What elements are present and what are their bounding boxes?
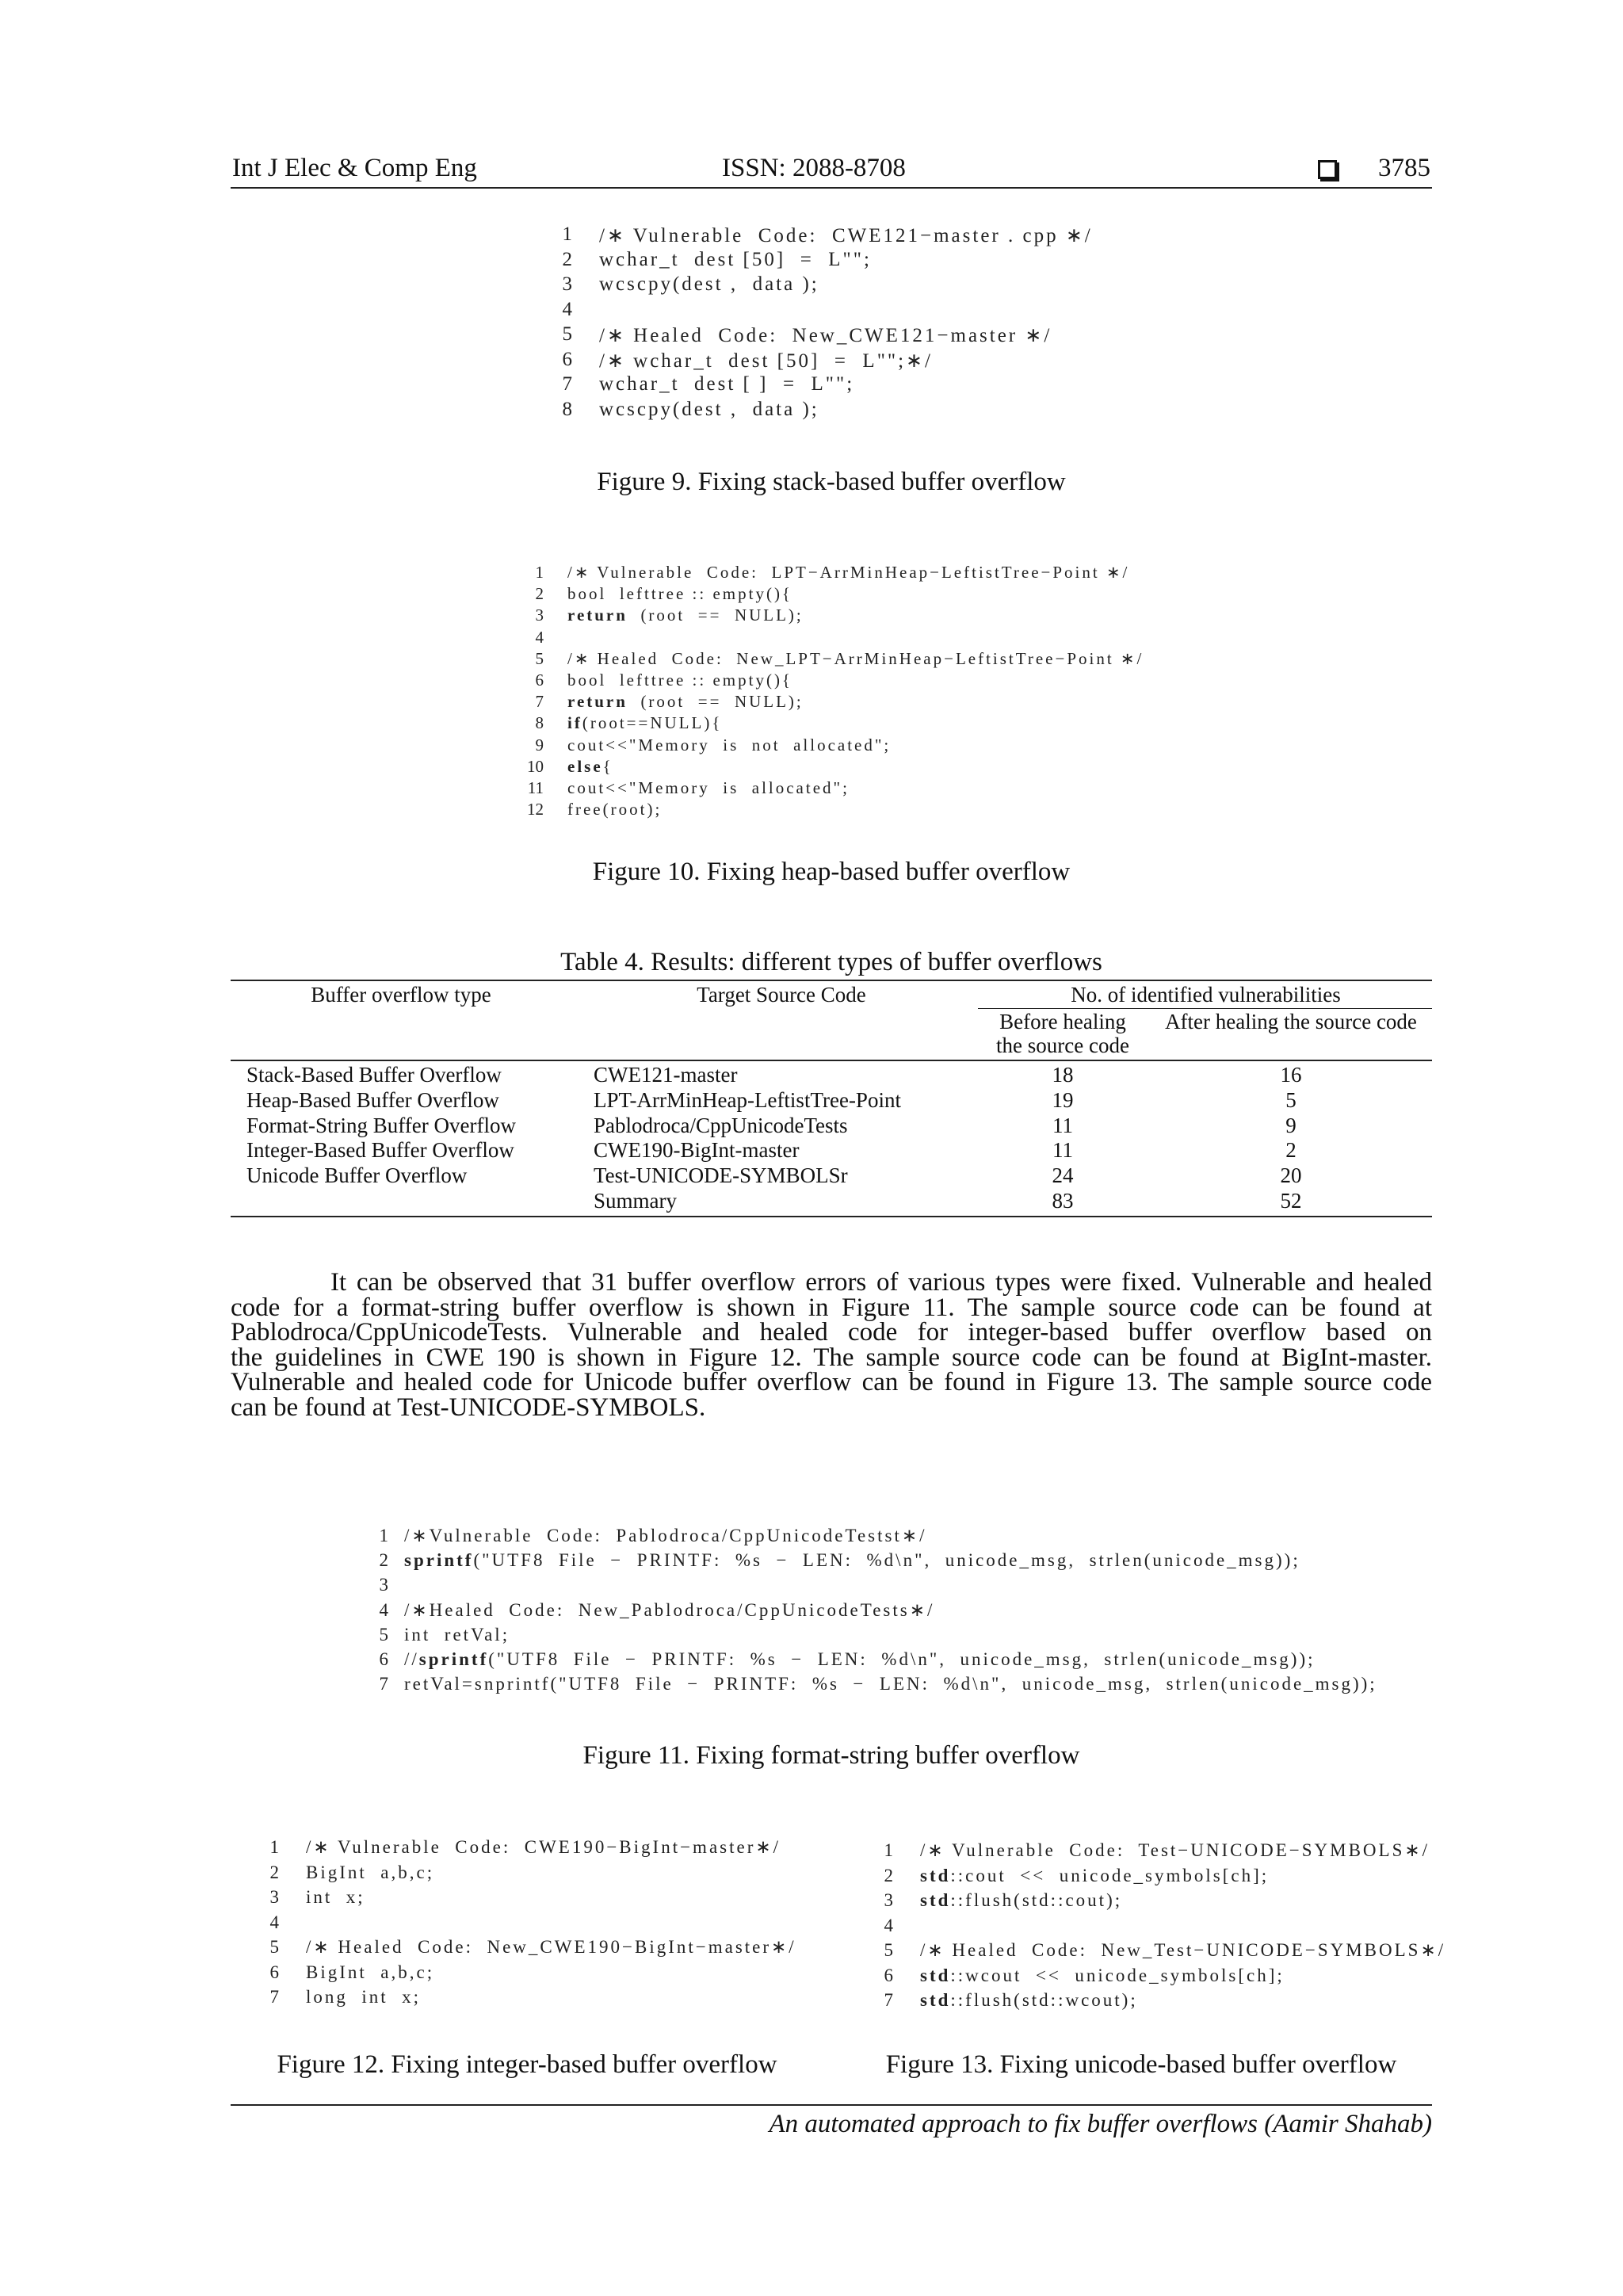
line-number: 8 (562, 398, 572, 420)
code-body: ::flush(std::cout); (950, 1890, 1123, 1910)
code-text (306, 1887, 365, 1908)
figure-9-caption: Figure 9. Fixing stack-based buffer overflow (597, 468, 1066, 496)
line-number: 4 (562, 298, 572, 320)
cell-overflow-type: Heap-Based Buffer Overflow (246, 1087, 499, 1112)
line-number: 1 (269, 1837, 279, 1857)
code-text (567, 735, 891, 755)
code-text (567, 670, 792, 690)
paragraph-line: the guidelines in CWE 190 is shown in Figure 12. The sample source code can be found at BigInt-master. (231, 1343, 1432, 1372)
cell-overflow-type: Unicode Buffer Overflow (246, 1163, 468, 1188)
line-number: 7 (535, 692, 544, 712)
code-keyword: std (920, 1890, 951, 1910)
cell-after-healing: 52 (1280, 1189, 1302, 1213)
figure-13-code (876, 1840, 1446, 2023)
figure-12-caption: Figure 12. Fixing integer-based buffer overflow (277, 2050, 777, 2079)
table-row (231, 1189, 1432, 1214)
cell-target-source: CWE190-BigInt-master (594, 1138, 800, 1163)
running-footer: An automated approach to fix buffer overflows (Aamir Shahab) (769, 2110, 1432, 2138)
code-body: /∗ Vulnerable Code: CWE190−BigInt−master∗/ (306, 1837, 781, 1857)
code-text (404, 1649, 1316, 1670)
line-number: 11 (527, 778, 544, 797)
paragraph-line: It can be observed that 31 buffer overflow errors of various types were fixed. Vulnerable and healed (330, 1268, 1432, 1297)
figure-11-caption: Figure 11. Fixing format-string buffer overflow (582, 1741, 1080, 1770)
line-number: 6 (269, 1962, 279, 1982)
code-text (599, 223, 1093, 247)
line-number: 4 (535, 627, 544, 647)
code-body: bool lefttree :: empty(){ (567, 670, 793, 690)
code-text (306, 1987, 421, 2008)
code-text (567, 713, 722, 733)
table-row (231, 1163, 1432, 1189)
figure-10-code (515, 563, 1149, 824)
line-number: 2 (269, 1862, 279, 1882)
code-text (920, 1940, 1445, 1961)
code-text (404, 1600, 934, 1621)
figure-12-code (262, 1837, 816, 2019)
header-buffer-overflow-type: Buffer overflow type (311, 983, 491, 1007)
header-before-healing-1: Before healing (999, 1010, 1126, 1033)
code-body: bool lefttree :: empty(){ (567, 584, 793, 604)
code-text (306, 1962, 434, 1983)
code-body: (root == NULL); (627, 606, 804, 625)
header-identified-vulnerabilities: No. of identified vulnerabilities (1071, 983, 1341, 1007)
code-keyword: if (567, 713, 582, 733)
cell-before-healing: 19 (1052, 1087, 1074, 1112)
line-number: 1 (535, 563, 544, 582)
code-body: /∗ Vulnerable Code: CWE121−master . cpp ∗/ (599, 225, 1093, 246)
code-text (599, 373, 854, 395)
code-text (599, 349, 933, 372)
line-number: 3 (379, 1575, 388, 1595)
line-number: 1 (379, 1526, 388, 1545)
code-text (567, 778, 850, 798)
code-body: cout<<"Memory is not allocated"; (567, 735, 892, 755)
line-number: 1 (884, 1840, 893, 1860)
code-body: wcscpy(dest , data ); (599, 273, 819, 295)
code-text (920, 1866, 1269, 1886)
code-text (567, 692, 804, 712)
code-body: wchar_t dest [ ] = L""; (599, 373, 855, 395)
code-body: /∗ Healed Code: New_Test−UNICODE−SYMBOLS∗/ (920, 1940, 1446, 1960)
table-row (231, 1088, 1432, 1114)
cell-after-healing: 2 (1285, 1138, 1296, 1163)
code-body: cout<<"Memory is allocated"; (567, 778, 850, 797)
code-body: { (602, 756, 613, 776)
code-body: ::cout << unicode_symbols[ch]; (950, 1865, 1270, 1885)
code-body: ::flush(std::wcout); (950, 1990, 1138, 2010)
square-box-icon (1318, 160, 1337, 179)
cell-after-healing: 20 (1280, 1163, 1302, 1188)
code-text (920, 1990, 1138, 2011)
page-number: 3785 (1378, 154, 1430, 182)
code-text (306, 1862, 434, 1883)
cell-before-healing: 18 (1052, 1063, 1074, 1087)
line-number: 6 (562, 348, 572, 370)
figure-9-code (555, 223, 1157, 430)
cell-target-source: Pablodroca/CppUnicodeTests (594, 1113, 848, 1137)
table-4-title: Table 4. Results: different types of buffer overflows (560, 948, 1102, 976)
journal-name: Int J Elec & Comp Eng (232, 154, 477, 182)
code-text (567, 757, 613, 777)
cell-after-healing: 9 (1285, 1113, 1296, 1137)
cell-target-source: Test-UNICODE-SYMBOLSr (594, 1163, 848, 1188)
code-text (567, 584, 792, 604)
code-text (306, 1937, 796, 1958)
code-text (404, 1674, 1377, 1694)
code-text (404, 1625, 510, 1645)
line-number: 5 (562, 323, 572, 345)
code-body: BigInt a,b,c; (306, 1962, 435, 1982)
code-body: wcscpy(dest , data ); (599, 398, 819, 420)
paragraph-line: Pablodroca/CppUnicodeTests. Vulnerable and healed code for integer-based buffer overflow based on (231, 1318, 1432, 1347)
code-body: ("UTF8 File − PRINTF: %s − LEN: %d\n", unicode_msg, strlen(unicode_msg)); (488, 1649, 1316, 1669)
code-body: ::wcout << unicode_symbols[ch]; (950, 1965, 1285, 1985)
code-keyword: std (920, 1965, 951, 1985)
line-number: 4 (884, 1915, 893, 1935)
code-keyword: return (567, 606, 628, 625)
line-number: 1 (562, 223, 572, 245)
code-text (567, 800, 662, 819)
running-header (231, 154, 1432, 189)
cell-overflow-type: Stack-Based Buffer Overflow (246, 1063, 502, 1087)
line-number: 7 (379, 1674, 388, 1694)
code-body: (root==NULL){ (582, 713, 723, 733)
line-number: 3 (884, 1890, 893, 1910)
header-target-source-code: Target Source Code (697, 983, 866, 1007)
line-number: 2 (562, 248, 572, 270)
code-comment-prefix: // (404, 1649, 419, 1669)
code-text (404, 1526, 927, 1546)
code-text (567, 563, 1129, 583)
cell-before-healing: 11 (1052, 1138, 1073, 1163)
figure-11-code (372, 1526, 1377, 1708)
table-row (231, 1114, 1432, 1139)
line-number: 7 (562, 373, 572, 395)
cell-target-source: Summary (594, 1189, 677, 1213)
code-text (567, 649, 1144, 669)
line-number: 2 (379, 1550, 388, 1571)
line-number: 6 (884, 1965, 893, 1985)
cell-after-healing: 5 (1285, 1087, 1296, 1112)
cell-target-source: CWE121-master (594, 1063, 738, 1087)
code-body: wchar_t dest [50] = L""; (599, 248, 872, 270)
code-keyword: std (920, 1865, 951, 1885)
code-text (920, 1840, 1430, 1861)
line-number: 8 (535, 713, 544, 733)
code-text (599, 399, 819, 421)
line-number: 4 (379, 1599, 388, 1620)
line-number: 3 (535, 606, 544, 625)
code-text (920, 1966, 1285, 1986)
line-number: 2 (884, 1865, 893, 1885)
line-number: 5 (379, 1624, 388, 1645)
code-body: /∗ Healed Code: New_LPT−ArrMinHeap−LeftistTree−Point ∗/ (567, 648, 1144, 668)
cell-overflow-type: Format-String Buffer Overflow (246, 1113, 516, 1137)
cell-before-healing: 24 (1052, 1163, 1074, 1188)
code-body: ("UTF8 File − PRINTF: %s − LEN: %d\n", unicode_msg, strlen(unicode_msg)); (473, 1550, 1300, 1571)
code-keyword: else (567, 756, 603, 776)
line-number: 5 (535, 648, 544, 668)
issn: ISSN: 2088-8708 (722, 154, 906, 182)
code-text (599, 323, 1052, 347)
code-text (599, 249, 872, 271)
line-number: 6 (535, 670, 544, 690)
cell-target-source: LPT-ArrMinHeap-LeftistTree-Point (594, 1087, 901, 1112)
code-body: (root == NULL); (627, 692, 804, 712)
code-text (920, 1890, 1122, 1911)
line-number: 3 (562, 273, 572, 295)
header-after-healing: After healing the source code (1165, 1010, 1417, 1033)
line-number: 9 (535, 735, 544, 755)
line-number: 6 (379, 1649, 388, 1669)
code-body: retVal=snprintf("UTF8 File − PRINTF: %s − LEN: %d\n", unicode_msg, strlen(unicode_msg)); (404, 1674, 1377, 1694)
paragraph-line: can be found at Test-UNICODE-SYMBOLS. (231, 1392, 706, 1422)
table-row (231, 1138, 1432, 1163)
line-number: 4 (269, 1912, 279, 1932)
code-body: /∗ Healed Code: New_CWE190−BigInt−master∗/ (306, 1937, 796, 1957)
cell-after-healing: 16 (1280, 1063, 1302, 1087)
line-number: 2 (535, 584, 544, 604)
line-number: 5 (269, 1937, 279, 1957)
footer-rule (231, 2104, 1432, 2106)
body-paragraph (231, 1270, 1432, 1420)
figure-13-caption: Figure 13. Fixing unicode-based buffer overflow (885, 2050, 1397, 2079)
code-body: /∗Healed Code: New_Pablodroca/CppUnicodeTests∗/ (404, 1599, 935, 1620)
line-number: 3 (269, 1887, 279, 1907)
code-body: /∗ Healed Code: New_CWE121−master ∗/ (599, 325, 1052, 346)
code-keyword: std (920, 1990, 951, 2010)
table-row (231, 1063, 1432, 1088)
figure-10-caption: Figure 10. Fixing heap-based buffer overflow (592, 858, 1071, 886)
header-before-healing-2: the source code (996, 1033, 1129, 1057)
code-body: /∗Vulnerable Code: Pablodroca/CppUnicodeTestst∗/ (404, 1526, 927, 1545)
code-text (306, 1837, 781, 1858)
code-body: /∗ Vulnerable Code: LPT−ArrMinHeap−LeftistTree−Point ∗/ (567, 563, 1130, 582)
code-keyword: sprintf (418, 1649, 489, 1669)
paragraph-line: code for a format-string buffer overflow is shown in Figure 11. The sample source code can be found at (231, 1293, 1432, 1322)
cell-before-healing: 11 (1052, 1113, 1073, 1137)
cell-overflow-type: Integer-Based Buffer Overflow (246, 1138, 514, 1163)
code-body: BigInt a,b,c; (306, 1862, 435, 1882)
table-header-rule (231, 1060, 1432, 1061)
subheader-rule (978, 1008, 1432, 1009)
code-body: int retVal; (404, 1624, 510, 1645)
line-number: 5 (884, 1940, 893, 1960)
code-text (404, 1550, 1300, 1571)
code-text (567, 606, 804, 625)
line-number: 12 (527, 800, 544, 819)
code-body: int x; (306, 1887, 365, 1907)
paragraph-line: Vulnerable and healed code for Unicode buffer overflow can be found in Figure 13. The sample source code (231, 1368, 1432, 1396)
code-body: long int x; (306, 1987, 422, 2007)
code-body: free(root); (567, 800, 663, 819)
code-body: /∗ wchar_t dest [50] = L"";∗/ (599, 350, 933, 372)
line-number: 7 (884, 1990, 893, 2010)
table-bottom-rule (231, 1216, 1432, 1217)
line-number: 10 (527, 756, 544, 776)
code-keyword: sprintf (404, 1550, 474, 1571)
code-body: /∗ Vulnerable Code: Test−UNICODE−SYMBOLS∗/ (920, 1840, 1430, 1860)
code-keyword: return (567, 692, 628, 712)
table-top-rule (231, 980, 1432, 981)
code-text (599, 273, 819, 296)
cell-before-healing: 83 (1052, 1189, 1074, 1213)
line-number: 7 (269, 1987, 279, 2007)
